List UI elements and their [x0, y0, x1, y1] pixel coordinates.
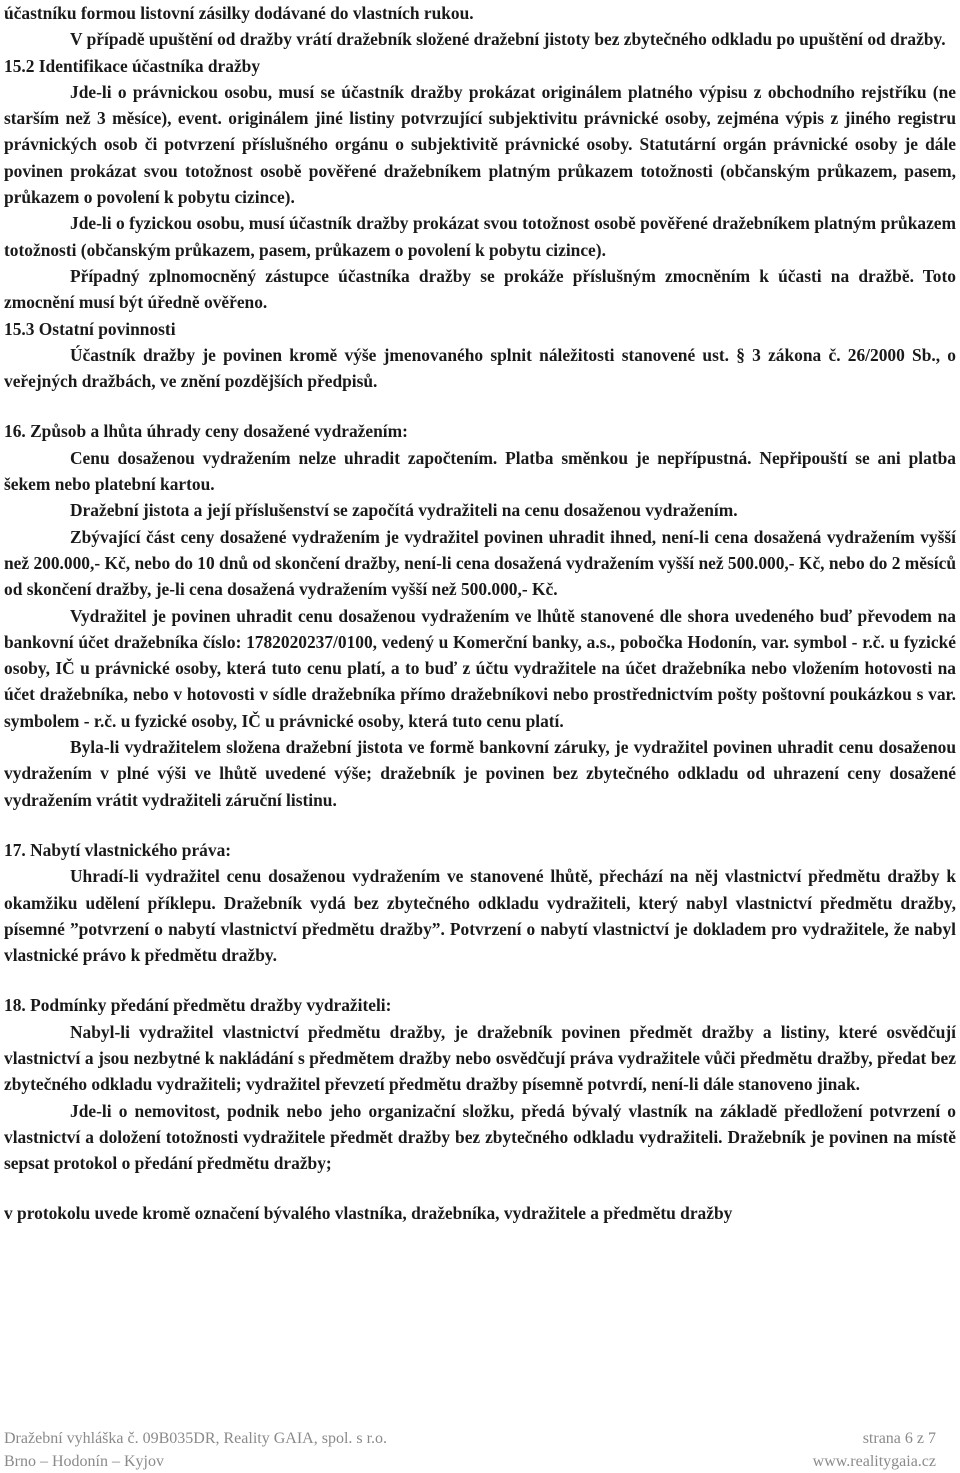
section-heading-15-2: 15.2 Identifikace účastníka dražby: [4, 55, 261, 76]
section-heading-16: 16. Způsob a lhůta úhrady ceny dosažené vydražením:: [4, 421, 408, 442]
spacer: [4, 968, 956, 992]
footer-locations: Brno – Hodonín – Kyjov: [4, 1453, 164, 1470]
paragraph: v protokolu uvede kromě označení bývalého vlastníka, dražebníka, vydražitele a předmětu dražby: [4, 1203, 733, 1224]
paragraph: Účastník dražby je povinen kromě výše jmenovaného splnit náležitosti stanovené ust. § 3 zákona č. 26/2000 Sb., o veřejných dražbách, ve znění pozdějších předpisů.: [4, 344, 956, 392]
paragraph: Jde-li o fyzickou osobu, musí účastník dražby prokázat svou totožnost osobě pověřené dražebníkem platným průkazem totožnosti (občanským průkazem, pasem, průkazem o povolení k pobytu cizince).: [4, 213, 956, 260]
section-heading-17: 17. Nabytí vlastnického práva:: [4, 839, 232, 860]
paragraph: Vydražitel je povinen uhradit cenu dosaženou vydražením ve lhůtě stanovené dle shora uvedeného buď převodem na bankovní účet dražebníka číslo: 1782020237/0100, vedený u Komerční banky, a.s., pobočka Hodonín, var. symbol - r.č. u fyzické osoby, IČ u právnické osoby, která tuto cenu platí, a to buď z účtu vydražitele na účet dražebníka nebo vložením hotovosti na účet dražebníka, nebo v hotovosti v sídle dražebníka přímo dražebníkovi nebo prostřednictvím pošty poštovní poukázkou s var. symbolem - r.č. u fyzické osoby, IČ u právnické osoby, která tuto cenu platí.: [4, 605, 956, 731]
paragraph: Případný zplnomocněný zástupce účastníka dražby se prokáže příslušným zmocněním k účasti na dražbě. Toto zmocnění musí být úředně ověřeno.: [4, 265, 956, 313]
spacer: [4, 394, 956, 418]
paragraph: Zbývající část ceny dosažené vydražením je vydražitel povinen uhradit ihned, není-li cena dosažená vydražením vyšší než 200.000,- Kč, nebo do 10 dnů od skončení dražby, není-li cena dosažená vydražením vyšší než 500.000,- Kč, nebo do 2 měsíců od skončení dražby, je-li cena dosažená vydražením vyšší než 500.000,- Kč.: [4, 526, 956, 600]
footer-row-top: [4, 1427, 936, 1450]
footer-page-number: strana 6 z 7: [862, 1430, 936, 1447]
section-heading-18: 18. Podmínky předání předmětu dražby vydražiteli:: [4, 995, 392, 1016]
paragraph: Cenu dosaženou vydražením nelze uhradit započtením. Platba směnkou je nepřípustná. Nepřipouští se ani platba šekem nebo platební kartou.: [4, 447, 956, 495]
footer-website-link[interactable]: www.realitygaia.cz: [812, 1453, 936, 1470]
paragraph: Dražební jistota a její příslušenství se započítá vydražiteli na cenu dosaženou vydražením.: [70, 500, 738, 521]
spacer: [4, 813, 956, 837]
paragraph: Byla-li vydražitelem složena dražební jistota ve formě bankovní záruky, je vydražitel povinen uhradit cenu dosaženou vydražením v plné výši ve lhůtě uvedené výše; dražebník je povinen bez zbytečného odkladu od uhrazení ceny dosažené vydražením vrátit vydražiteli záruční listinu.: [4, 737, 956, 810]
document-body: [4, 0, 956, 1227]
paragraph: Jde-li o nemovitost, podnik nebo jeho organizační složku, předá bývalý vlastník na základě předložení potvrzení o vlastnictví a doložení totožnosti vydražitele předmět dražby bez zbytečného odkladu vydražiteli. Dražebník je povinen na místě sepsat protokol o předání předmětu dražby;: [4, 1100, 956, 1174]
section-heading-15-3: 15.3 Ostatní povinnosti: [4, 318, 176, 339]
footer-row-bottom: [4, 1450, 936, 1473]
page-footer: [4, 1427, 936, 1473]
paragraph: účastníku formou listovní zásilky dodávané do vlastních rukou.: [4, 3, 474, 23]
spacer: [4, 1176, 956, 1200]
paragraph: V případě upuštění od dražby vrátí dražebník složené dražební jistoty bez zbytečného odkladu po upuštění od dražby.: [70, 29, 946, 50]
footer-doc-reference: Dražební vyhláška č. 09B035DR, Reality GAIA, spol. s r.o.: [4, 1430, 388, 1447]
paragraph: Uhradí-li vydražitel cenu dosaženou vydražením ve stanovené lhůtě, přechází na něj vlastnictví předmětu dražby k okamžiku udělení příklepu. Dražebník vydá bez zbytečného odkladu vydražiteli, který nabyl vlastnictví předmětu dražby, písemné ”potvrzení o nabytí vlastnictví předmětu dražby”. Potvrzení o nabytí vlastnictví je dokladem pro vydražitele, že nabyl vlastnické právo k předmětu dražby.: [4, 866, 956, 966]
paragraph: Jde-li o právnickou osobu, musí se účastník dražby prokázat originálem platného výpisu z obchodního rejstříku (ne starším než 3 měsíce), event. originálem jiné listiny potvrzující subjektivitu právnické osoby, zejména výpis z jiného registru právnických osob či potvrzení příslušného orgánu o subjektivitě právnické osoby. Statutární orgán právnické osoby je dále povinen prokázat svou totožnost osobě pověřené dražebníkem platným průkazem totožnosti (občanským průkazem, pasem, průkazem o povolení k pobytu cizince).: [4, 81, 956, 208]
paragraph: Nabyl-li vydražitel vlastnictví předmětu dražby, je dražebník povinen předmět dražby a listiny, které osvědčují vlastnictví a jsou nezbytné k nakládání s předmětem dražby nebo osvědčují práva vydražitele vůči předmětu dražby, předat bez zbytečného odkladu vydražiteli; vydražitel převzetí předmětu dražby písemně potvrdí, není-li dále stanoveno jinak.: [4, 1021, 956, 1095]
